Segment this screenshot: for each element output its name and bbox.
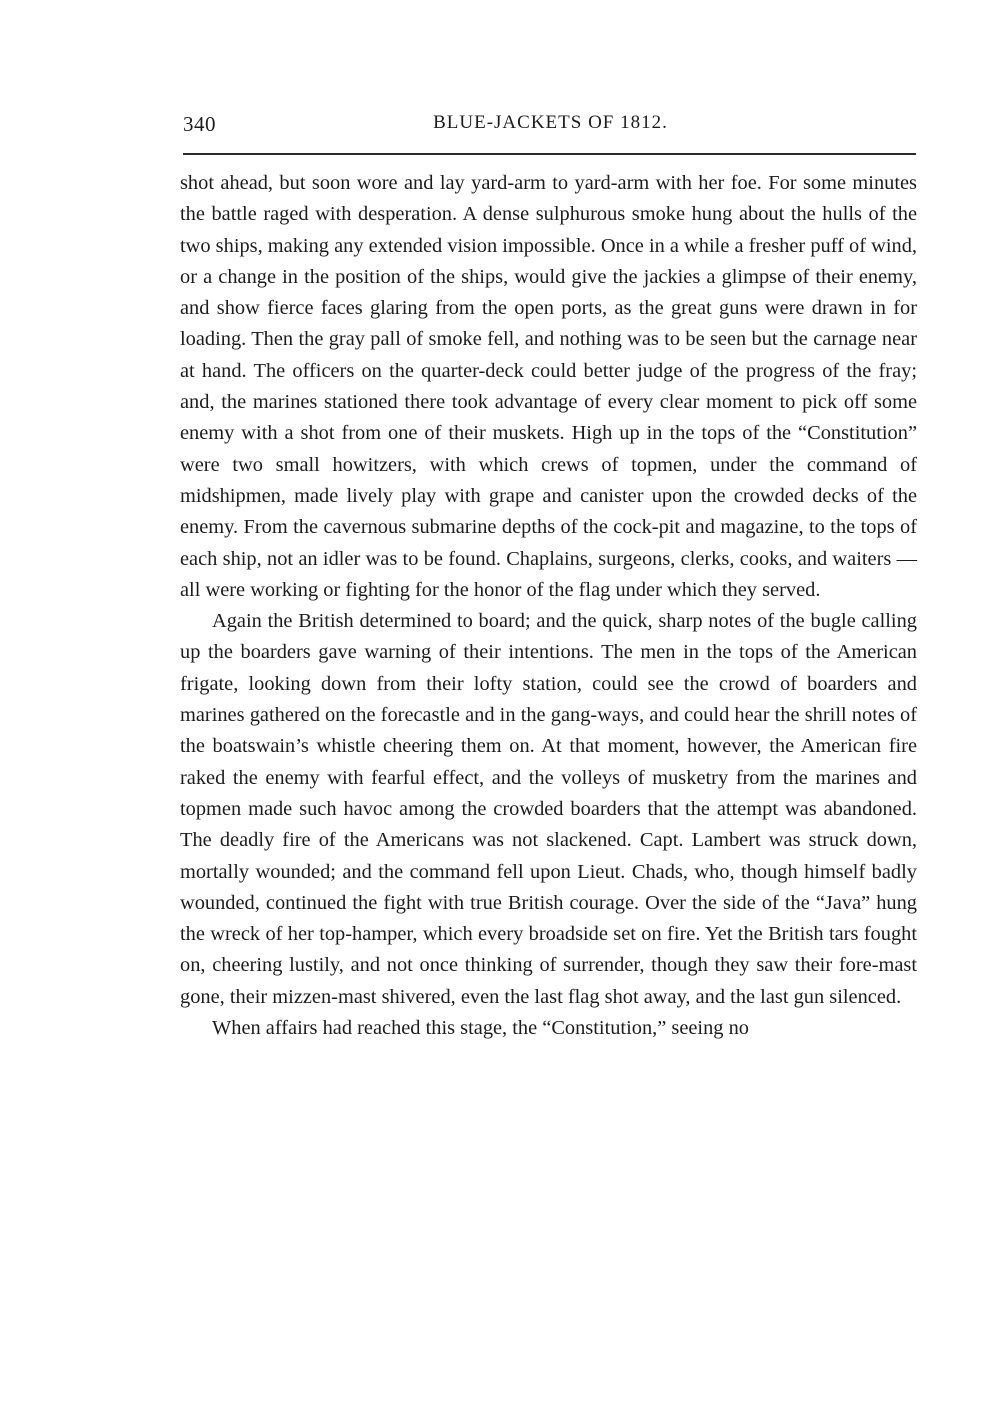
paragraph-continued: shot ahead, but soon wore and lay yard-arm to yard-arm with her foe. For some minutes the battle raged with desperation. A dense sulphurous smoke hung about the hulls of the two ships, making any extended vision impossible. Once in a while a fresher puff of wind, or a change in the position of the ships, would give the jackies a glimpse of their enemy, and show fierce faces glaring from the open ports, as the great guns were drawn in for loading. Then the gray pall of smoke fell, and nothing was to be seen but the carnage near at hand. The officers on the quarter-deck could better judge of the progress of the fray; and, the marines stationed there took advantage of every clear moment to pick off some enemy with a shot from one of their muskets. High up in the tops of the “Constitution” were two small howitzers, with which crews of topmen, under the command of midshipmen, made lively play with grape and canister upon the crowded decks of the enemy. From the cavernous submarine depths of the cock-pit and magazine, to the tops of each ship, not an idler was to be found. Chaplains, surgeons, clerks, cooks, and waiters — all were working or fighting for the honor of the flag under which they served. <box>180 172 917 601</box>
header-rule <box>183 153 916 155</box>
page-number: 340 <box>183 112 216 136</box>
body-text <box>180 168 917 1044</box>
paragraph: Again the British determined to board; and the quick, sharp notes of the bugle calling up the boarders gave warning of their intentions. The men in the tops of the American frigate, looking down from their lofty station, could see the crowd of boarders and marines gathered on the forecastle and in the gang-ways, and could hear the shrill notes of the boatswain’s whistle cheering them on. At that moment, however, the American fire raked the enemy with fearful effect, and the volleys of musketry from the marines and topmen made such havoc among the crowded boarders that the attempt was abandoned. The deadly fire of the Americans was not slackened. Capt. Lambert was struck down, mortally wounded; and the command fell upon Lieut. Chads, who, though himself badly wounded, continued the fight with true British courage. Over the side of the “Java” hung the wreck of her top-hamper, which every broadside set on fire. Yet the British tars fought on, cheering lustily, and not once thinking of surrender, though they saw their fore-mast gone, their mizzen-mast shivered, even the last flag shot away, and the last gun silenced. <box>180 610 917 1008</box>
page-header <box>183 112 918 142</box>
running-head: BLUE-JACKETS OF 1812. <box>433 112 668 133</box>
paragraph: When affairs had reached this stage, the “Constitution,” seeing no <box>212 1017 749 1040</box>
